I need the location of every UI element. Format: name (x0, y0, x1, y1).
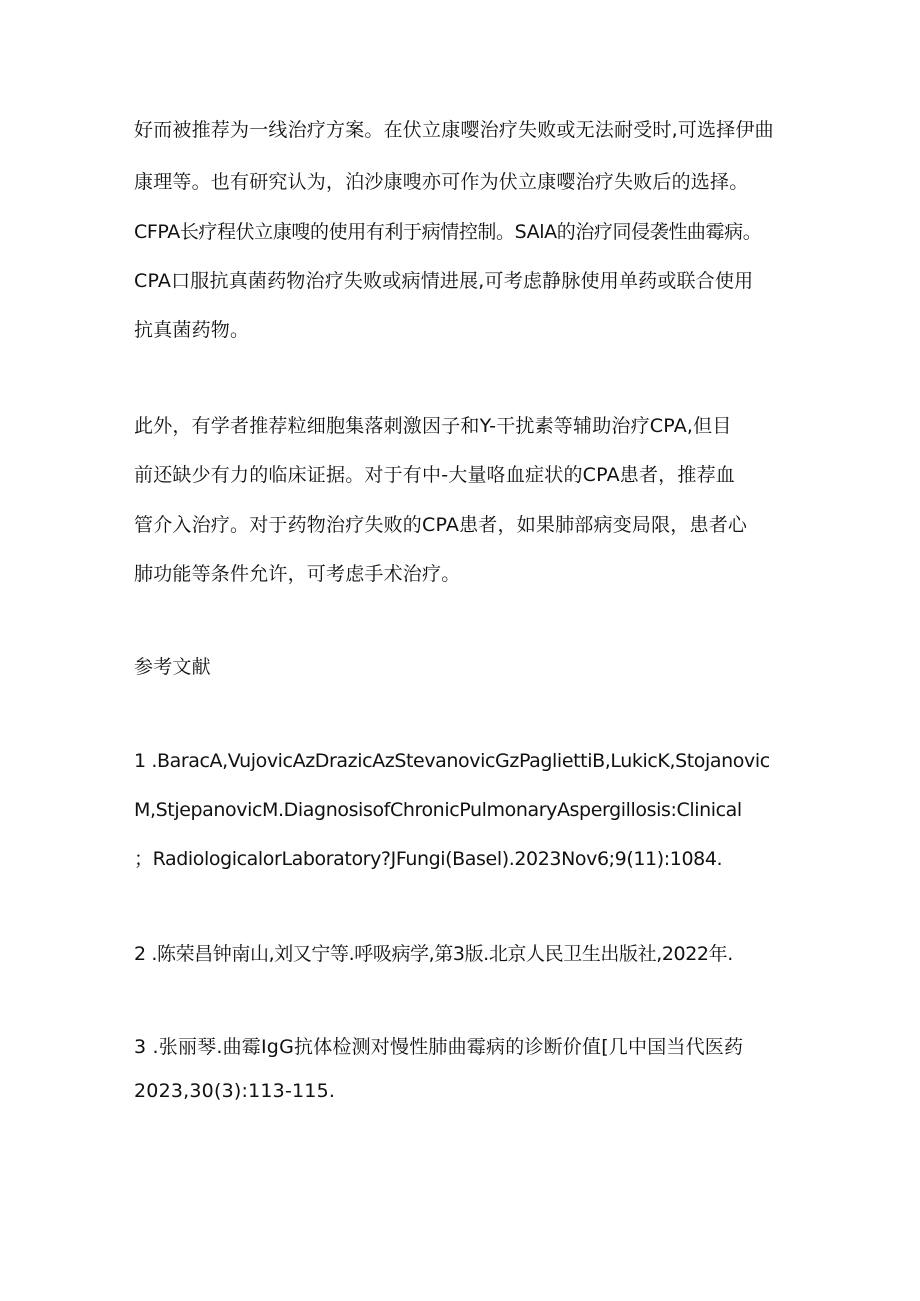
reference-3-line-1: 3 .张丽琴.曲霉IgG抗体检测对慢性肺曲霉病的诊断价值[几中国当代医药 (134, 1036, 744, 1058)
reference-3-line-2: 2023,30(3):113-115. (134, 1080, 336, 1102)
paragraph1-line-1: 好而被推荐为一线治疗方案。在伏立康嘤治疗失败或无法耐受时,可选择伊曲 (134, 119, 774, 141)
paragraph1-line-5: 抗真菌药物。 (134, 319, 250, 341)
reference-1-line-2: M,StjepanovicM.DiagnosisofChronicPulmonaryAspergillosis:Clinical (134, 799, 742, 821)
reference-1-line-1: 1 .BaracA,VujovicAzDrazicAzStevanovicGzPagliettiB,LukicK,Stojanovic (134, 750, 770, 772)
paragraph1-line-2: 康理等。也有研究认为，泊沙康嗖亦可作为伏立康嘤治疗失败后的选择。 (134, 171, 749, 193)
paragraph1-line-3: CFPA长疗程伏立康嗖的使用有利于病情控制。SAlA的治疗同侵袭性曲霉病。 (134, 221, 762, 243)
reference-1-line-3: ；RadiologicalorLaboratory?JFungi(Basel).2023Nov6;9(11):1084. (134, 848, 723, 870)
paragraph2-line-1: 此外，有学者推荐粒细胞集落刺激因子和Y-干扰素等辅助治疗CPA,但目 (134, 415, 732, 437)
paragraph1-line-4: CPA口服抗真菌药物治疗失败或病情进展,可考虑静脉使用单药或联合使用 (134, 270, 754, 292)
paragraph2-line-2: 前还缺少有力的临床证据。对于有中-大量咯血症状的CPA患者，推荐血 (134, 464, 735, 486)
paragraph2-line-3: 管介入治疗。对于药物治疗失败的CPA患者，如果肺部病变局限，患者心 (134, 514, 748, 536)
reference-2-line-1: 2 .陈荣昌钟南山,刘又宁等.呼吸病学,第3版.北京人民卫生出版社,2022年. (134, 943, 733, 965)
paragraph2-line-4: 肺功能等条件允许，可考虑手术治疗。 (134, 563, 461, 585)
references-heading: 参考文献 (134, 656, 211, 678)
